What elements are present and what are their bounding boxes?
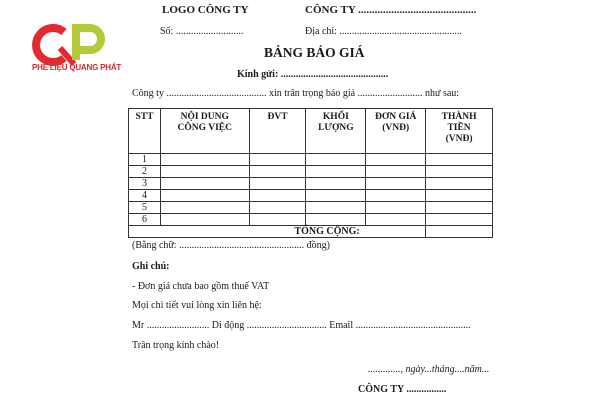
table-row [129,166,493,178]
table-row [129,154,493,166]
column-header-unit: ĐVT [249,109,306,154]
quantity-cell[interactable] [306,190,366,202]
note-vat: - Đơn giá chưa bao gồm thuế VAT [132,281,270,292]
unit-cell[interactable] [249,202,306,214]
unit-price-cell[interactable] [366,190,426,202]
content-cell[interactable] [160,202,249,214]
column-header-quantity: KHỐI LƯỢNG [306,109,366,154]
quantity-cell[interactable] [306,202,366,214]
quantity-cell[interactable] [306,214,366,226]
amount-cell[interactable] [426,202,493,214]
amount-cell[interactable] [426,166,493,178]
unit-price-cell[interactable] [366,154,426,166]
unit-cell[interactable] [249,178,306,190]
notes-title: Ghi chú: [132,261,170,272]
table-header-row [129,109,493,154]
content-cell[interactable] [160,154,249,166]
amount-cell[interactable] [426,178,493,190]
row-number: 3 [129,178,161,190]
row-number: 6 [129,214,161,226]
signature-company: CÔNG TY ................ [358,384,447,395]
table-row [129,178,493,190]
unit-cell[interactable] [249,166,306,178]
content-cell[interactable] [160,214,249,226]
company-logo [30,22,130,82]
row-number: 1 [129,154,161,166]
row-number: 5 [129,202,161,214]
date-line: ............., ngày...tháng....năm... [368,364,490,375]
contact-intro: Mọi chi tiết vui lòng xin liên hệ: [132,300,262,311]
total-label: TỔNG CỘNG: [129,226,426,238]
logo-caption: PHẾ LIỆU QUANG PHÁT [32,63,122,72]
content-cell[interactable] [160,178,249,190]
qp-logo-icon [30,22,130,67]
table-row [129,202,493,214]
address-field: Địa chỉ: ................................................. [305,26,462,37]
column-header-amount: THÀNH TIỀN (VNĐ) [426,109,493,154]
unit-cell[interactable] [249,214,306,226]
unit-price-cell[interactable] [366,214,426,226]
recipient-field: Kính gửi: ........................................... [237,69,389,80]
content-cell[interactable] [160,190,249,202]
amount-cell[interactable] [426,190,493,202]
quote-table [128,108,493,238]
amount-cell[interactable] [426,154,493,166]
total-row [129,226,493,238]
amount-cell[interactable] [426,214,493,226]
column-header-stt: STT [129,109,161,154]
row-number: 2 [129,166,161,178]
company-name-field: CÔNG TY ........................................... [305,4,477,16]
row-number: 4 [129,190,161,202]
column-header-content: NỘI DUNG CÔNG VIỆC [160,109,249,154]
column-header-unit-price: ĐƠN GIÁ (VNĐ) [366,109,426,154]
amount-in-words-field: (Bằng chữ: .................................................. đồng) [132,240,330,251]
quantity-cell[interactable] [306,166,366,178]
document-title: BẢNG BÁO GIÁ [264,45,365,60]
closing-greeting: Trân trọng kính chào! [132,340,220,351]
table-row [129,214,493,226]
unit-cell[interactable] [249,154,306,166]
unit-price-cell[interactable] [366,166,426,178]
logo-placeholder-label: LOGO CÔNG TY [162,4,249,16]
unit-price-cell[interactable] [366,178,426,190]
quantity-cell[interactable] [306,178,366,190]
total-amount-cell[interactable] [426,226,493,238]
content-cell[interactable] [160,166,249,178]
unit-price-cell[interactable] [366,202,426,214]
quantity-cell[interactable] [306,154,366,166]
contact-details-line: Mr ......................... Di động ................................ Email .............................................. [132,320,471,331]
unit-cell[interactable] [249,190,306,202]
table-row [129,190,493,202]
intro-line: Công ty ........................................ xin trân trọng báo giá .......................... như sau: [132,88,460,99]
document-number-field: Số: ........................... [160,26,244,37]
